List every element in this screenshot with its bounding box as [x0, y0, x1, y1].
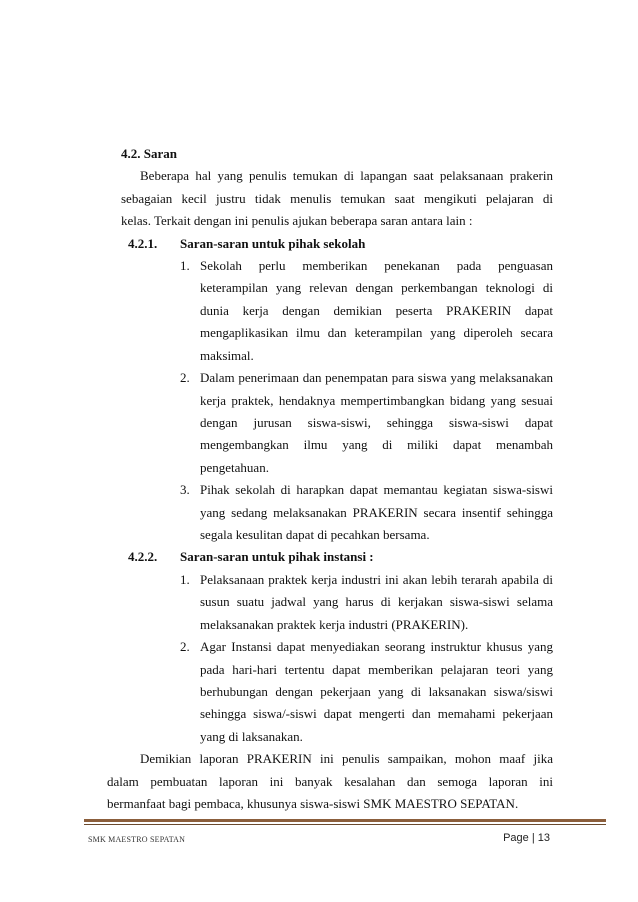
intro-line: sebagaian kecil justru tidak menulis temukan saat mengikuti pelajaran di — [121, 191, 553, 206]
list-item-line: sehingga siswa/-siswi dapat mengerti dan memahami pekerjaan — [200, 706, 553, 721]
list-item-line: Pihak sekolah di harapkan dapat memantau kegiatan siswa-siswi — [200, 482, 553, 497]
list-item-line: dunia kerja dengan demikian peserta PRAKERIN dapat — [200, 303, 553, 318]
list-item-line: pengetahuan. — [200, 460, 269, 475]
list-item-line: dengan jurusan siswa-siswi, sehingga siswa-siswi dapat — [200, 415, 553, 430]
section-title: 4.2. Saran — [121, 146, 177, 161]
sub2-title: Saran-saran untuk pihak instansi : — [180, 549, 374, 564]
list-item-line: susun suatu jadwal yang harus di kerjakan siswa-siswi selama — [200, 594, 553, 609]
list-item-line: yang di laksanakan. — [200, 729, 303, 744]
closing-line: Demikian laporan PRAKERIN ini penulis sampaikan, mohon maaf jika — [140, 751, 553, 766]
footer-school-name: SMK MAESTRO SEPATAN — [88, 835, 186, 844]
list-item-line: yang sedang melaksanakan PRAKERIN secara insentif sehingga — [200, 505, 553, 520]
closing-line: dalam pembuatan laporan ini banyak kesalahan dan semoga laporan ini — [107, 774, 553, 789]
closing-line: bermanfaat bagi pembaca, khusunya siswa-siswi SMK MAESTRO SEPATAN. — [107, 796, 519, 811]
list-item-line: maksimal. — [200, 348, 254, 363]
list-item-line: segala kesulitan dapat di pecahkan bersama. — [200, 527, 430, 542]
sub1-title: Saran-saran untuk pihak sekolah — [180, 236, 366, 251]
list-item-line: Agar Instansi dapat menyediakan seorang instruktur khusus yang — [200, 639, 553, 654]
list-item-line: Dalam penerimaan dan penempatan para siswa yang melaksanakan — [200, 370, 553, 385]
list-number: 1. — [180, 258, 190, 273]
list-item-line: kerja praktek, hendaknya mempertimbangkan bidang yang sesuai — [200, 393, 553, 408]
list-item-line: mengembangkan ilmu yang di miliki dapat menambah — [200, 437, 553, 452]
list-item-line: Pelaksanaan praktek kerja industri ini akan lebih terarah apabila di — [200, 572, 553, 587]
list-number: 1. — [180, 572, 190, 587]
list-item-line: melaksanakan praktek kerja industri (PRAKERIN). — [200, 617, 469, 632]
list-item-line: Sekolah perlu memberikan penekanan pada penguasan — [200, 258, 553, 273]
list-item-line: berhubungan dengan pekerjaan yang di laksanakan siswa/siswi — [200, 684, 553, 699]
intro-line: Beberapa hal yang penulis temukan di lapangan saat pelaksanaan prakerin — [140, 168, 553, 183]
list-number: 2. — [180, 639, 190, 654]
intro-line: kelas. Terkait dengan ini penulis ajukan beberapa saran antara lain : — [121, 213, 473, 228]
footer-rule-thick — [84, 819, 606, 822]
sub1-number: 4.2.1. — [128, 236, 158, 251]
footer-page-number: Page | 13 — [503, 832, 550, 844]
footer-rule-thin — [84, 824, 606, 825]
list-number: 2. — [180, 370, 190, 385]
list-item-line: pada hari-hari tertentu dapat memberikan pelajaran teori yang — [200, 662, 553, 677]
list-item-line: mengaplikasikan ilmu dan keterampilan yang diperoleh secara — [200, 325, 553, 340]
list-item-line: keterampilan yang relevan dengan perkembangan teknologi di — [200, 280, 553, 295]
sub2-number: 4.2.2. — [128, 549, 158, 564]
list-number: 3. — [180, 482, 190, 497]
